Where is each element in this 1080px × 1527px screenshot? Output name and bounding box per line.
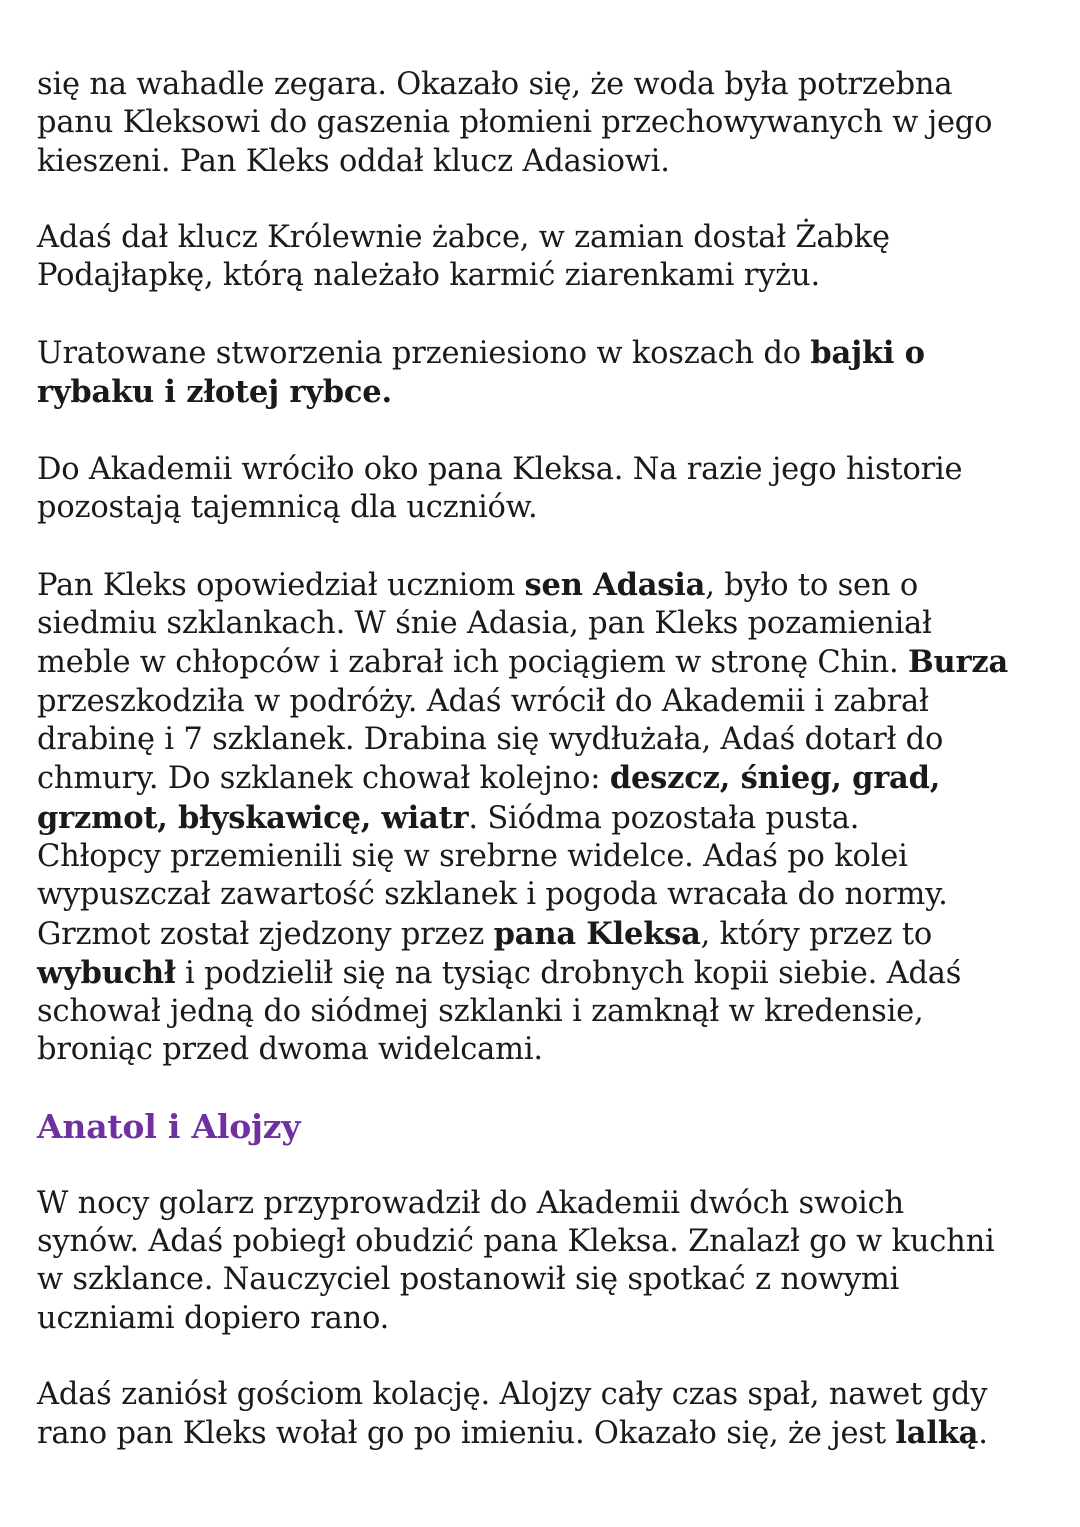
text-line <box>37 489 1057 527</box>
text-run: synów. Adaś pobiegł obudzić pana Kleksa. Znalazł go w kuchni <box>37 1223 995 1259</box>
text-run: Adaś dał klucz Królewnie żabce, w zamian dostał Żabkę <box>37 220 890 256</box>
text-line <box>37 1031 1057 1069</box>
paragraph <box>37 1376 1057 1454</box>
text-run: i podzielił się na tysiąc drobnych kopii siebie. Adaś <box>175 955 962 991</box>
text-line <box>37 643 1057 682</box>
bold-text: grzmot, błyskawicę, wiatr <box>37 799 469 836</box>
bold-text: wybuchł <box>37 954 176 991</box>
bold-text: rybaku i złotej rybce. <box>37 374 392 411</box>
bold-text: bajki o <box>810 335 925 372</box>
text-run: uczniami dopiero rano. <box>37 1300 390 1336</box>
text-run: Chłopcy przemienili się w srebrne widelce. Adaś po kolei <box>37 838 908 874</box>
text-run: broniąc przed dwoma widelcami. <box>37 1032 543 1068</box>
bold-text: lalką <box>895 1415 979 1452</box>
paragraph <box>37 66 1057 181</box>
text-run: . Siódma pozostała pusta. <box>468 800 860 836</box>
text-line <box>37 954 1057 993</box>
text-run: Adaś zaniósł gościom kolację. Alojzy cały czas spał, nawet gdy <box>37 1377 988 1413</box>
text-line <box>37 1185 1057 1223</box>
text-run: Pan Kleks opowiedział uczniom <box>37 567 525 603</box>
text-line <box>37 1414 1057 1453</box>
text-line <box>37 993 1057 1031</box>
text-line <box>37 1261 1057 1299</box>
text-line <box>37 876 1057 914</box>
text-line <box>37 1376 1057 1414</box>
text-run: meble w chłopców i zabrał ich pociągiem w stronę Chin. <box>37 645 908 681</box>
text-run: W nocy golarz przyprowadził do Akademii dwóch swoich <box>37 1185 904 1221</box>
text-line <box>37 721 1057 759</box>
text-line <box>37 759 1057 798</box>
text-run: Do Akademii wróciło oko pana Kleksa. Na razie jego historie <box>37 451 963 487</box>
text-run: Podajłapkę, którą należało karmić ziarenkami ryżu. <box>37 258 820 294</box>
paragraph <box>37 566 1057 1070</box>
text-line <box>37 104 1057 142</box>
text-run: siedmiu szklankach. W śnie Adasia, pan Kleks pozamieniał <box>37 606 932 642</box>
text-line <box>37 566 1057 605</box>
text-run: rano pan Kleks wołał go po imieniu. Okazało się, że jest <box>37 1416 896 1452</box>
text-line <box>37 373 1057 412</box>
text-line <box>37 143 1057 181</box>
bold-text: deszcz, śnieg, grad, <box>609 760 941 797</box>
text-run: chmury. Do szklanek chował kolejno: <box>37 761 610 797</box>
bold-text: Burza <box>907 644 1009 681</box>
text-run: schował jedną do siódmej szklanki i zamknął w kredensie, <box>37 994 924 1030</box>
paragraph <box>37 451 1057 528</box>
text-line <box>37 257 1057 295</box>
paragraph <box>37 219 1057 296</box>
text-line <box>37 683 1057 721</box>
text-line <box>37 1223 1057 1261</box>
text-run: się na wahadle zegara. Okazało się, że woda była potrzebna <box>37 67 953 102</box>
text-line <box>37 605 1057 643</box>
text-run: wypuszczał zawartość szklanek i pogoda wracała do normy. <box>37 877 948 913</box>
document-page <box>37 66 1057 1492</box>
text-run: , było to sen o <box>705 567 919 603</box>
text-run: drabinę i 7 szklanek. Drabina się wydłużała, Adaś dotarł do <box>37 722 944 758</box>
text-line <box>37 451 1057 489</box>
text-line <box>37 66 1057 104</box>
text-line <box>37 334 1057 373</box>
paragraph <box>37 334 1057 413</box>
text-run: przeszkodziła w podróży. Adaś wrócił do Akademii i zabrał <box>37 683 929 719</box>
text-line <box>37 838 1057 876</box>
section-heading: Anatol i Alojzy <box>37 1107 301 1147</box>
text-run: , który przez to <box>700 916 933 952</box>
text-line <box>37 915 1057 954</box>
text-run: pozostają tajemnicą dla uczniów. <box>37 490 538 526</box>
text-run: Grzmot został zjedzony przez <box>37 916 494 952</box>
text-run: . <box>978 1416 988 1452</box>
text-line <box>37 799 1057 838</box>
text-run: panu Kleksowi do gaszenia płomieni przechowywanych w jego <box>37 105 993 141</box>
text-run: kieszeni. Pan Kleks oddał klucz Adasiowi. <box>37 143 670 179</box>
bold-text: pana Kleksa <box>493 915 701 952</box>
bold-text: sen Adasia <box>524 566 706 603</box>
text-line <box>37 1300 1057 1338</box>
text-run: w szklance. Nauczyciel postanowił się spotkać z nowymi <box>37 1262 900 1298</box>
text-line <box>37 219 1057 257</box>
paragraph <box>37 1185 1057 1338</box>
text-run: Uratowane stworzenia przeniesiono w koszach do <box>37 336 811 372</box>
